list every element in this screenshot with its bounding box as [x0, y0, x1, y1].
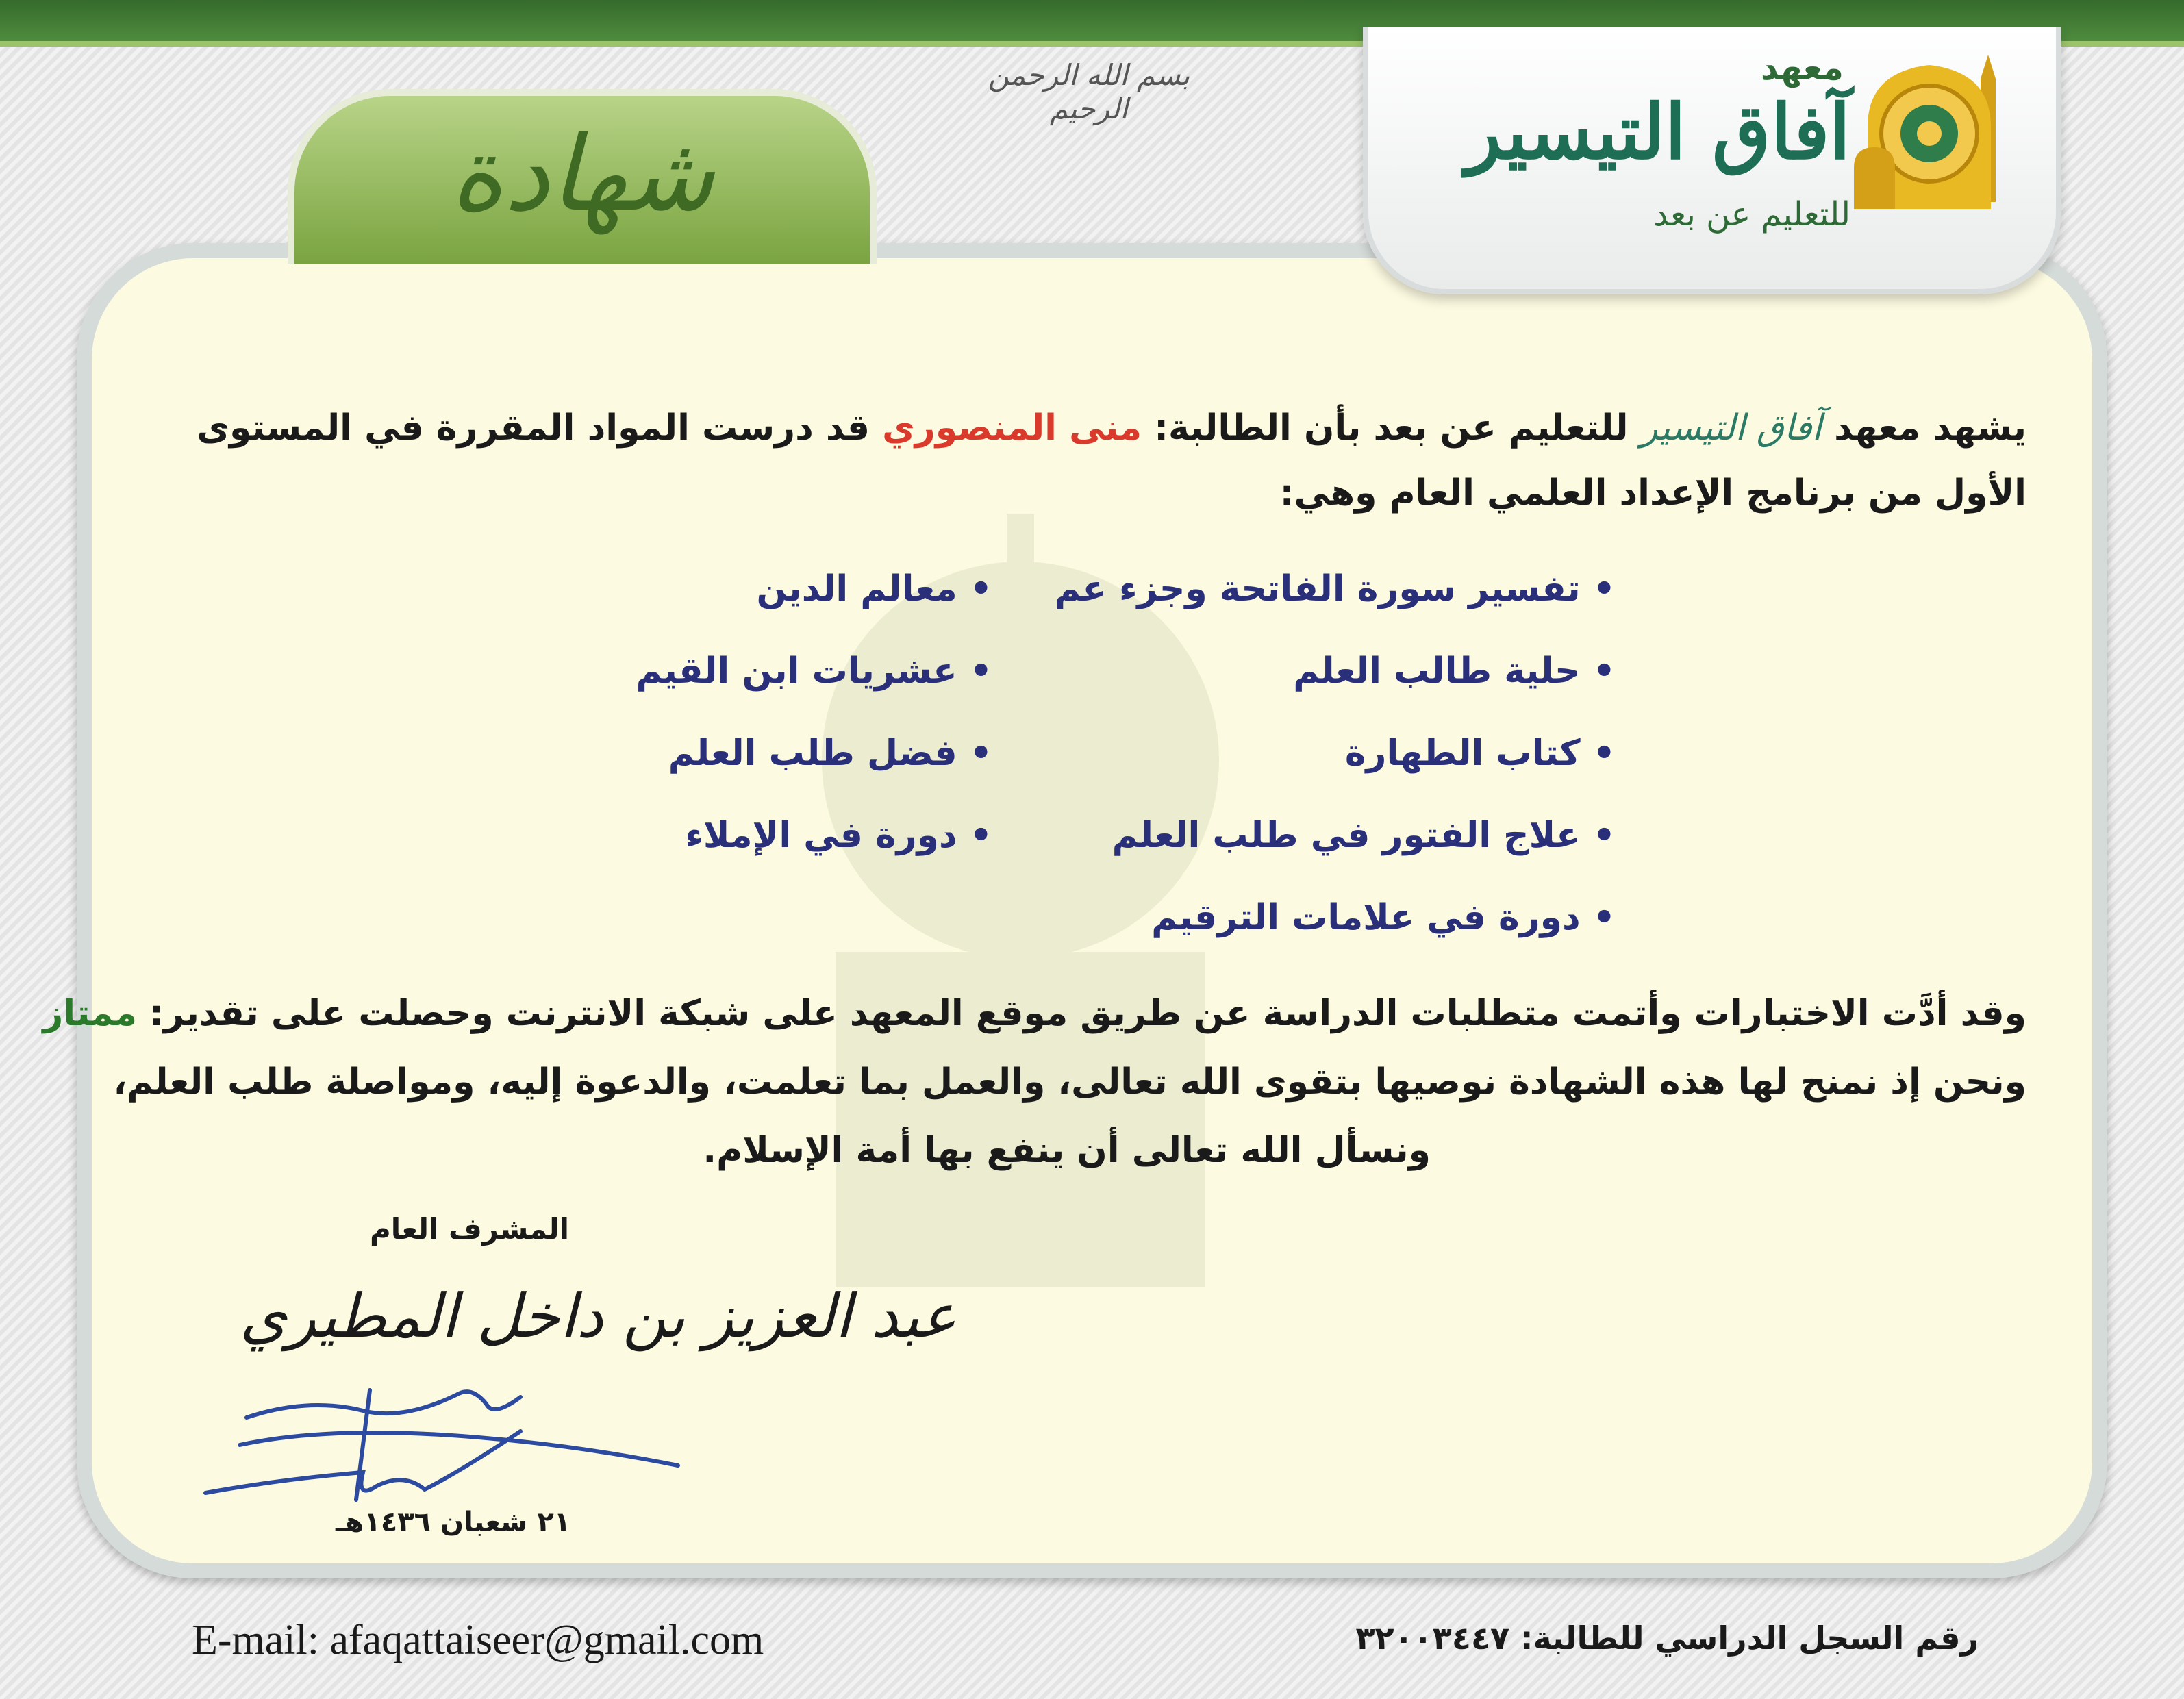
- registration-number: رقم السجل الدراسي للطالبة: ٣٢٠٠٣٤٤٧: [1355, 1620, 1979, 1657]
- signature-date: ٢١ شعبان ١٤٣٦هـ: [336, 1507, 571, 1538]
- student-name: منى المنصوري: [882, 407, 1142, 449]
- grade-value: ممتاز: [42, 993, 138, 1034]
- subject-item: • معالم الدين: [756, 568, 992, 609]
- logo-name: آفاق التيسير: [1465, 88, 1850, 176]
- subject-item: • كتاب الطهارة: [1344, 733, 1616, 774]
- handwritten-signature-icon: [199, 1370, 692, 1513]
- intro-line-2: الأول من برنامج الإعداد العلمي العام وهي:: [1279, 473, 2026, 514]
- email-address: E-mail: afaqattaiseer@gmail.com: [192, 1617, 764, 1663]
- institute-name-inline: آفاق التيسير: [1640, 407, 1822, 449]
- subject-item: • حلية طالب العلم: [1293, 651, 1616, 692]
- intro-text-part2: للتعليم عن بعد بأن الطالبة:: [1154, 407, 1629, 449]
- intro-line-1: [197, 407, 2026, 449]
- logo-small-label: معهد: [1760, 48, 1844, 88]
- signatory-title: المشرف العام: [370, 1212, 570, 1246]
- logo-sub-label: للتعليم عن بعد: [1653, 195, 1850, 234]
- subject-item: • دورة في الإملاء: [685, 815, 992, 856]
- subject-item: • تفسير سورة الفاتحة وجزء عم: [1054, 568, 1616, 609]
- closing-line-3: ونسأل الله تعالى أن ينفع بها أمة الإسلام.: [703, 1130, 1431, 1171]
- certificate-tab: [288, 89, 877, 264]
- mosque-emblem-icon: [1854, 51, 2025, 216]
- subject-item: • علاج الفتور في طلب العلم: [1112, 815, 1616, 856]
- signatory-name: عبد العزيز بن داخل المطيري: [240, 1281, 957, 1351]
- subject-item: • عشريات ابن القيم: [636, 651, 992, 692]
- institute-logo: [1363, 27, 2061, 294]
- intro-text-part3: قد درست المواد المقررة في المستوى: [197, 407, 870, 449]
- certificate-title: شهادة: [450, 115, 714, 234]
- subject-item: • دورة في علامات الترقيم: [1151, 897, 1616, 938]
- subject-item: • فضل طلب العلم: [668, 733, 992, 774]
- closing-text-1: وقد أدَّت الاختبارات وأتمت متطلبات الدراسة عن طريق موقع المعهد على شبكة الانترنت وحصلت على تقدير:: [149, 993, 2026, 1034]
- closing-line-2: ونحن إذ نمنح لها هذه الشهادة نوصيها بتقوى الله تعالى، والعمل بما تعلمت، والدعوة إليه، ومواصلة طلب العلم،: [113, 1061, 2026, 1103]
- basmala-calligraphy: بسم الله الرحمن الرحيم: [988, 58, 1190, 125]
- closing-line-1: [42, 993, 2026, 1034]
- intro-text-part1: يشهد معهد: [1834, 407, 2026, 449]
